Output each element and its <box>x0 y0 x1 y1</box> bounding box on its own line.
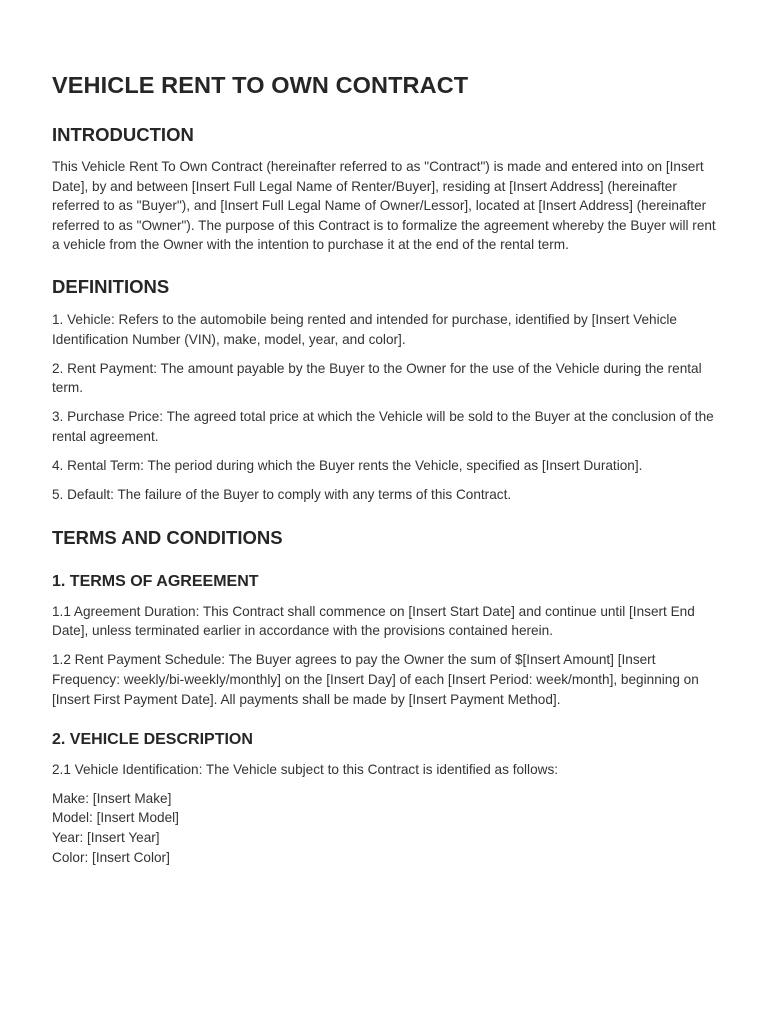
vehicle-identification-clause: 2.1 Vehicle Identification: The Vehicle subject to this Contract is identified as follows: <box>52 762 559 778</box>
vehicle-model: Model: [Insert Model] <box>52 810 179 826</box>
definition-item: 3. Purchase Price: The agreed total price at which the Vehicle will be sold to the Buyer at the conclusion of the rental agreement. <box>52 409 714 444</box>
definitions-heading: DEFINITIONS <box>52 275 170 297</box>
definition-item: 2. Rent Payment: The amount payable by the Buyer to the Owner for the use of the Vehicle during the rental term. <box>52 360 702 396</box>
vehicle-description-heading: 2. VEHICLE DESCRIPTION <box>52 731 253 749</box>
terms-of-agreement-list <box>52 602 724 709</box>
vehicle-make: Make: [Insert Make] <box>52 790 172 806</box>
definitions-list <box>52 310 724 505</box>
definition-item: 4. Rental Term: The period during which the Buyer rents the Vehicle, specified as [Insert Duration]. <box>52 458 643 474</box>
terms-heading: TERMS AND CONDITIONS <box>52 526 283 548</box>
document-title: VEHICLE RENT TO OWN CONTRACT <box>52 72 469 98</box>
terms-of-agreement-heading: 1. TERMS OF AGREEMENT <box>52 572 259 590</box>
vehicle-color: Color: [Insert Color] <box>52 849 170 865</box>
definition-item: 1. Vehicle: Refers to the automobile being rented and intended for purchase, identified by [Insert Vehicle Identification Number (VIN), make, model, year, and color]. <box>52 311 677 347</box>
document-page <box>52 70 724 868</box>
introduction-paragraph: This Vehicle Rent To Own Contract (hereinafter referred to as "Contract") is made and entered into on [Insert Date], by and between [Insert Full Legal Name of Renter/Buyer], residing at [Insert Address] (hereinafter referred to as "Buyer"), and [Insert Full Legal Name of Owner/Lessor], located at [Insert Address] (hereinafter referred to as "Owner"). The purpose of this Contract is to formalize the agreement whereby the Buyer will rent a vehicle from the Owner with the intention to purchase it at the end of the rental term. <box>52 159 716 253</box>
clause-item: 1.2 Rent Payment Schedule: The Buyer agrees to pay the Owner the sum of $[Insert Amount] [Insert Frequency: weekly/bi-weekly/monthly] on the [Insert Day] of each [Insert Period: week/month], beginning on [Insert First Payment Date]. All payments shall be made by [Insert Payment Method]. <box>52 652 699 707</box>
definition-item: 5. Default: The failure of the Buyer to comply with any terms of this Contract. <box>52 487 512 503</box>
vehicle-year: Year: [Insert Year] <box>52 830 160 846</box>
clause-item: 1.1 Agreement Duration: This Contract shall commence on [Insert Start Date] and continue until [Insert End Date], unless terminated earlier in accordance with the provisions contained herein. <box>52 603 695 639</box>
introduction-heading: INTRODUCTION <box>52 124 194 145</box>
vehicle-spec-list <box>52 789 724 868</box>
